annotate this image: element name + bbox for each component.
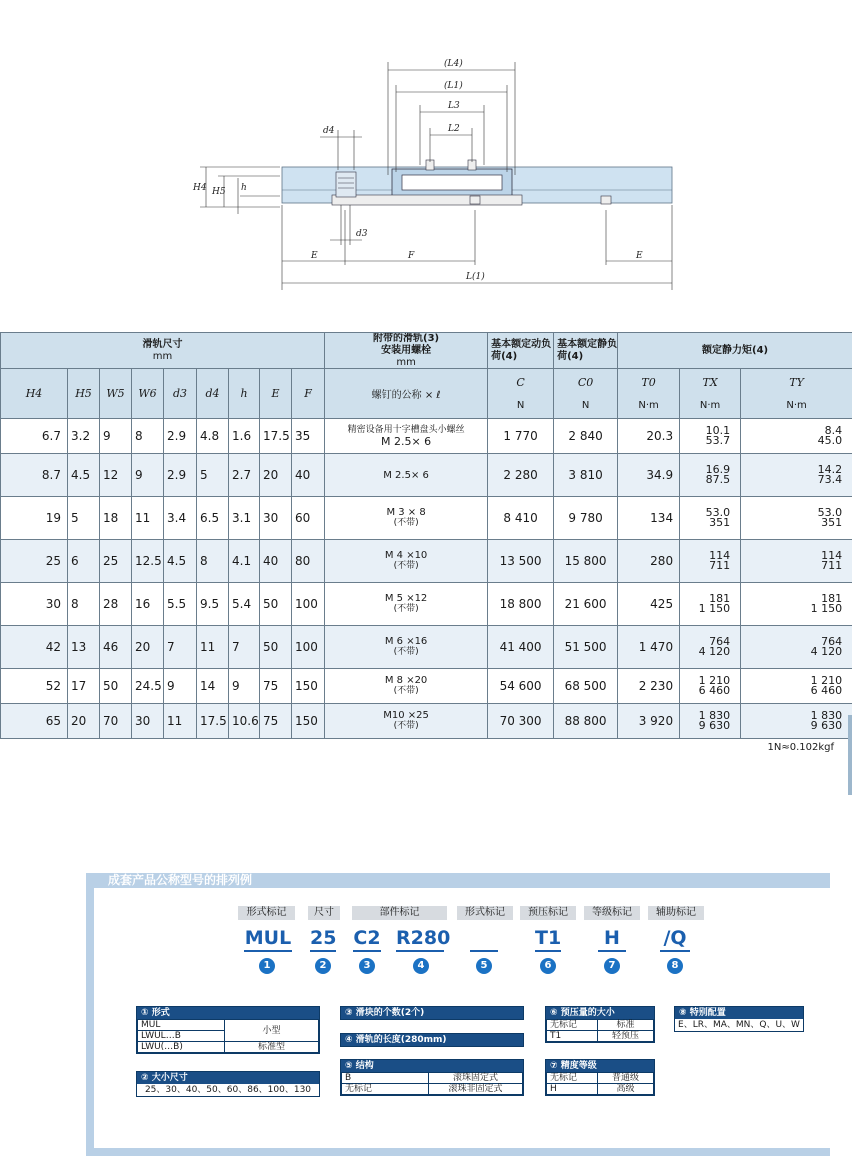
- dyn-load-header: 基本额定动负荷(4): [488, 333, 554, 369]
- badge-4: 4: [413, 958, 429, 974]
- cell-w5: 70: [100, 704, 132, 739]
- unit-note: 1N≈0.102kgf: [767, 742, 834, 753]
- stat-load-header: 基本额定静负荷(4): [554, 333, 618, 369]
- col-h: h: [229, 369, 260, 419]
- cell-c0: 21 600: [554, 583, 618, 626]
- cell-h4: 6.7: [1, 419, 68, 454]
- badge-1: 1: [259, 958, 275, 974]
- cell-h5: 3.2: [68, 419, 100, 454]
- badge-8: 8: [667, 958, 683, 974]
- moment-header: 额定静力矩(4): [618, 333, 852, 369]
- cell-d4: 8: [197, 540, 229, 583]
- label-L4: (L4): [444, 59, 463, 69]
- code-length: R280: [396, 926, 444, 952]
- cell-t0: 1 470: [618, 626, 680, 669]
- col-C: C N: [488, 369, 554, 419]
- cell-h: 3.1: [229, 497, 260, 540]
- cell-d3: 11: [164, 704, 197, 739]
- label-E-left: E: [311, 251, 318, 261]
- cell-t0: 34.9: [618, 454, 680, 497]
- box-form: ① 形式 MUL 小型 LWUL…B LWU(…B) 标准型: [136, 1006, 320, 1054]
- caption-preload: 预压标记: [520, 906, 576, 920]
- label-E-right: E: [636, 251, 643, 261]
- box-preload: ⑥ 预压量的大小 无标记 标准 T1 轻预压: [545, 1006, 655, 1043]
- cell-d3: 5.5: [164, 583, 197, 626]
- cell-screw: M 3 × 8 (不带): [325, 497, 488, 540]
- cell-w5: 9: [100, 419, 132, 454]
- cell-d4: 14: [197, 669, 229, 704]
- cell-w5: 12: [100, 454, 132, 497]
- cell-h: 4.1: [229, 540, 260, 583]
- cell-e: 50: [260, 583, 292, 626]
- code-preload: T1: [535, 926, 561, 952]
- cell-ty: 764 4 120: [741, 626, 852, 669]
- col-d3: d3: [164, 369, 197, 419]
- caption-form: 形式标记: [238, 906, 295, 920]
- rail-dim-header: 滑轨尺寸 mm: [1, 333, 325, 369]
- cell-c: 13 500: [488, 540, 554, 583]
- spec-row: [1, 540, 852, 583]
- cell-c: 2 280: [488, 454, 554, 497]
- cell-f: 100: [292, 626, 325, 669]
- cell-w5: 28: [100, 583, 132, 626]
- box-grade: ⑦ 精度等级 无标记 普通级 H 高级: [545, 1059, 655, 1096]
- label-L: L(1): [466, 272, 485, 282]
- cell-e: 75: [260, 669, 292, 704]
- cell-w6: 24.5: [132, 669, 164, 704]
- spec-row: [1, 454, 852, 497]
- cell-tx: 181 1 150: [680, 583, 741, 626]
- cell-c: 41 400: [488, 626, 554, 669]
- cell-e: 20: [260, 454, 292, 497]
- cell-d3: 2.9: [164, 419, 197, 454]
- label-h: h: [241, 183, 247, 193]
- cell-e: 30: [260, 497, 292, 540]
- cell-ty: 14.2 73.4: [741, 454, 852, 497]
- code-grade: H: [598, 926, 626, 952]
- cell-c0: 15 800: [554, 540, 618, 583]
- cell-t0: 280: [618, 540, 680, 583]
- cell-h: 1.6: [229, 419, 260, 454]
- col-screw: 螺钉的公称 × ℓ: [325, 369, 488, 419]
- cell-h5: 6: [68, 540, 100, 583]
- cell-f: 80: [292, 540, 325, 583]
- badge-2: 2: [315, 958, 331, 974]
- box-special: ⑧ 特别配置 E、LR、MA、MN、Q、U、W: [674, 1006, 804, 1032]
- cell-w6: 8: [132, 419, 164, 454]
- badge-5: 5: [476, 958, 492, 974]
- code-structure: [470, 926, 498, 952]
- col-TX: TX N·m: [680, 369, 741, 419]
- badge-7: 7: [604, 958, 620, 974]
- cell-tx: 16.9 87.5: [680, 454, 741, 497]
- cell-h5: 17: [68, 669, 100, 704]
- cell-screw: 精密设备用十字槽盘头小螺丝 M 2.5× 6: [325, 419, 488, 454]
- cell-c0: 51 500: [554, 626, 618, 669]
- cell-t0: 3 920: [618, 704, 680, 739]
- label-F: F: [408, 251, 415, 261]
- cell-t0: 425: [618, 583, 680, 626]
- cell-d4: 11: [197, 626, 229, 669]
- cell-e: 50: [260, 626, 292, 669]
- cell-tx: 53.0 351: [680, 497, 741, 540]
- cell-w5: 25: [100, 540, 132, 583]
- col-TY: TY N·m: [741, 369, 852, 419]
- cell-ty: 181 1 150: [741, 583, 852, 626]
- caption-form-2: 形式标记: [457, 906, 513, 920]
- cell-ty: 1 830 9 630: [741, 704, 852, 739]
- box-blocks: ③ 滑块的个数(2个): [340, 1006, 524, 1020]
- box-size: ② 大小尺寸 25、30、40、50、60、86、100、130: [136, 1071, 320, 1097]
- cell-h4: 52: [1, 669, 68, 704]
- cell-c0: 88 800: [554, 704, 618, 739]
- cell-h5: 20: [68, 704, 100, 739]
- cell-f: 100: [292, 583, 325, 626]
- spec-row: [1, 704, 852, 739]
- cell-screw: M 8 ×20 (不带): [325, 669, 488, 704]
- cell-h5: 4.5: [68, 454, 100, 497]
- cell-screw: M10 ×25 (不带): [325, 704, 488, 739]
- cell-e: 75: [260, 704, 292, 739]
- spec-row: [1, 626, 852, 669]
- cell-h: 9: [229, 669, 260, 704]
- cell-d3: 3.4: [164, 497, 197, 540]
- cell-d4: 5: [197, 454, 229, 497]
- cell-screw: M 6 ×16 (不带): [325, 626, 488, 669]
- cell-tx: 1 830 9 630: [680, 704, 741, 739]
- spec-row: [1, 583, 852, 626]
- bolt-header: 附带的滑轨(3) 安装用螺栓 mm: [325, 333, 488, 369]
- cell-h4: 42: [1, 626, 68, 669]
- col-E: E: [260, 369, 292, 419]
- cell-ty: 114 711: [741, 540, 852, 583]
- code-aux: /Q: [660, 926, 690, 952]
- spec-row: [1, 497, 852, 540]
- cell-ty: 1 210 6 460: [741, 669, 852, 704]
- cell-c: 70 300: [488, 704, 554, 739]
- caption-part: 部件标记: [352, 906, 447, 920]
- cell-c0: 2 840: [554, 419, 618, 454]
- cell-h4: 30: [1, 583, 68, 626]
- cell-t0: 2 230: [618, 669, 680, 704]
- cell-f: 150: [292, 669, 325, 704]
- cell-h5: 13: [68, 626, 100, 669]
- cell-t0: 134: [618, 497, 680, 540]
- technical-drawing: [0, 0, 852, 300]
- cell-d4: 4.8: [197, 419, 229, 454]
- cell-d3: 2.9: [164, 454, 197, 497]
- label-L3: L3: [448, 101, 460, 111]
- spec-table: [0, 332, 852, 739]
- cell-h4: 8.7: [1, 454, 68, 497]
- box-structure: ⑤ 结构 B 滚珠固定式 无标记 滚珠非固定式: [340, 1059, 524, 1096]
- cell-h5: 8: [68, 583, 100, 626]
- cell-t0: 20.3: [618, 419, 680, 454]
- code-blocks: C2: [353, 926, 381, 952]
- cell-d4: 9.5: [197, 583, 229, 626]
- label-d3: d3: [356, 229, 368, 239]
- cell-screw: M 4 ×10 (不带): [325, 540, 488, 583]
- cell-tx: 764 4 120: [680, 626, 741, 669]
- cell-d3: 7: [164, 626, 197, 669]
- cell-c: 54 600: [488, 669, 554, 704]
- cell-h4: 25: [1, 540, 68, 583]
- cell-h: 2.7: [229, 454, 260, 497]
- cell-c: 8 410: [488, 497, 554, 540]
- cell-d4: 17.5: [197, 704, 229, 739]
- col-F: F: [292, 369, 325, 419]
- model-title: 成套产品公称型号的排列例: [86, 873, 830, 888]
- col-T0: T0 N·m: [618, 369, 680, 419]
- cell-c: 1 770: [488, 419, 554, 454]
- code-size: 25: [310, 926, 336, 952]
- cell-w6: 20: [132, 626, 164, 669]
- cell-d4: 6.5: [197, 497, 229, 540]
- cell-e: 40: [260, 540, 292, 583]
- cell-w6: 9: [132, 454, 164, 497]
- cell-w6: 12.5: [132, 540, 164, 583]
- col-d4: d4: [197, 369, 229, 419]
- cell-w5: 50: [100, 669, 132, 704]
- col-W5: W5: [100, 369, 132, 419]
- cell-screw: M 5 ×12 (不带): [325, 583, 488, 626]
- cell-tx: 1 210 6 460: [680, 669, 741, 704]
- cell-ty: 53.0 351: [741, 497, 852, 540]
- page-edge-tab: [848, 715, 852, 795]
- caption-aux: 辅助标记: [648, 906, 704, 920]
- col-C0: C0 N: [554, 369, 618, 419]
- cell-c: 18 800: [488, 583, 554, 626]
- col-H4: H4: [1, 369, 68, 419]
- cell-w6: 16: [132, 583, 164, 626]
- cell-h4: 19: [1, 497, 68, 540]
- code-form: MUL: [244, 926, 292, 952]
- cell-h5: 5: [68, 497, 100, 540]
- cell-f: 40: [292, 454, 325, 497]
- label-L2: L2: [448, 124, 460, 134]
- cell-tx: 10.1 53.7: [680, 419, 741, 454]
- col-H5: H5: [68, 369, 100, 419]
- cell-w6: 11: [132, 497, 164, 540]
- spec-row: [1, 669, 852, 704]
- label-d4: d4: [323, 126, 335, 136]
- cell-ty: 8.4 45.0: [741, 419, 852, 454]
- badge-3: 3: [359, 958, 375, 974]
- badge-6: 6: [540, 958, 556, 974]
- cell-h4: 65: [1, 704, 68, 739]
- cell-w6: 30: [132, 704, 164, 739]
- cell-c0: 9 780: [554, 497, 618, 540]
- spec-row: [1, 419, 852, 454]
- label-L1: (L1): [444, 81, 463, 91]
- cell-h: 5.4: [229, 583, 260, 626]
- cell-f: 60: [292, 497, 325, 540]
- cell-f: 35: [292, 419, 325, 454]
- cell-tx: 114 711: [680, 540, 741, 583]
- caption-grade: 等级标记: [584, 906, 640, 920]
- cell-d3: 4.5: [164, 540, 197, 583]
- label-H5: H5: [212, 187, 226, 197]
- cell-w5: 18: [100, 497, 132, 540]
- cell-w5: 46: [100, 626, 132, 669]
- cell-c0: 3 810: [554, 454, 618, 497]
- cell-d3: 9: [164, 669, 197, 704]
- caption-size: 尺寸: [308, 906, 340, 920]
- cell-f: 150: [292, 704, 325, 739]
- label-H4: H4: [193, 183, 207, 193]
- cell-e: 17.5: [260, 419, 292, 454]
- col-W6: W6: [132, 369, 164, 419]
- box-length: ④ 滑轨的长度(280mm): [340, 1033, 524, 1047]
- cell-c0: 68 500: [554, 669, 618, 704]
- cell-screw: M 2.5× 6: [325, 454, 488, 497]
- cell-h: 10.6: [229, 704, 260, 739]
- cell-h: 7: [229, 626, 260, 669]
